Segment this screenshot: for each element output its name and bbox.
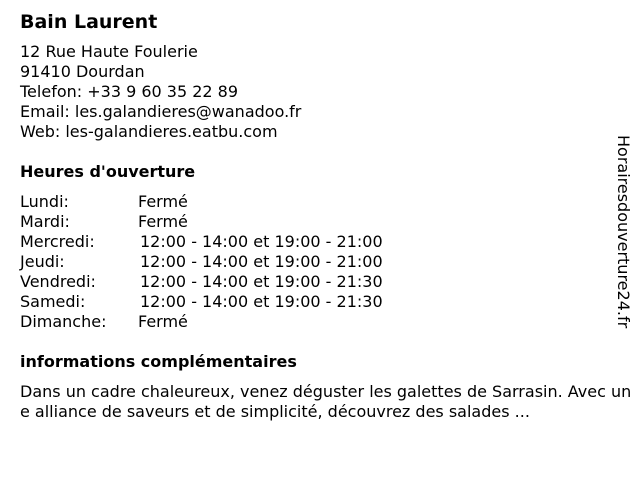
day-label: Jeudi: — [20, 252, 65, 271]
day-label: Vendredi: — [20, 272, 96, 291]
hours-row-friday — [20, 272, 620, 292]
hours-value: 12:00 - 14:00 et 19:00 - 21:30 — [140, 272, 383, 291]
hours-value: 12:00 - 14:00 et 19:00 - 21:00 — [140, 232, 383, 251]
hours-value: Fermé — [138, 212, 188, 231]
hours-row-monday — [20, 192, 620, 212]
phone-number: Telefon: +33 9 60 35 22 89 — [20, 82, 239, 101]
hours-row-tuesday — [20, 212, 620, 232]
hours-row-wednesday — [20, 232, 620, 252]
watermark-text: Horairesdouverture24.fr — [614, 135, 633, 329]
day-label: Mardi: — [20, 212, 70, 231]
hours-row-sunday — [20, 312, 620, 332]
address-street: 12 Rue Haute Foulerie — [20, 42, 198, 61]
opening-hours-list — [20, 192, 620, 332]
opening-hours-heading: Heures d'ouverture — [20, 162, 196, 181]
day-label: Lundi: — [20, 192, 69, 211]
website-address: Web: les-galandieres.eatbu.com — [20, 122, 278, 141]
business-name: Bain Laurent — [20, 11, 158, 33]
hours-value: 12:00 - 14:00 et 19:00 - 21:30 — [140, 292, 383, 311]
day-label: Samedi: — [20, 292, 86, 311]
additional-info-heading: informations complémentaires — [20, 352, 297, 371]
address-city: 91410 Dourdan — [20, 62, 145, 81]
hours-value: Fermé — [138, 312, 188, 331]
hours-row-saturday — [20, 292, 620, 312]
hours-value: Fermé — [138, 192, 188, 211]
additional-info-text: Dans un cadre chaleureux, venez déguster les galettes de Sarrasin. Avec une alliance de saveurs et de simplicité, découvrez des salades ... — [20, 382, 632, 421]
day-label: Dimanche: — [20, 312, 107, 331]
hours-value: 12:00 - 14:00 et 19:00 - 21:00 — [140, 252, 383, 271]
email-address: Email: les.galandieres@wanadoo.fr — [20, 102, 302, 121]
day-label: Mercredi: — [20, 232, 95, 251]
hours-row-thursday — [20, 252, 620, 272]
